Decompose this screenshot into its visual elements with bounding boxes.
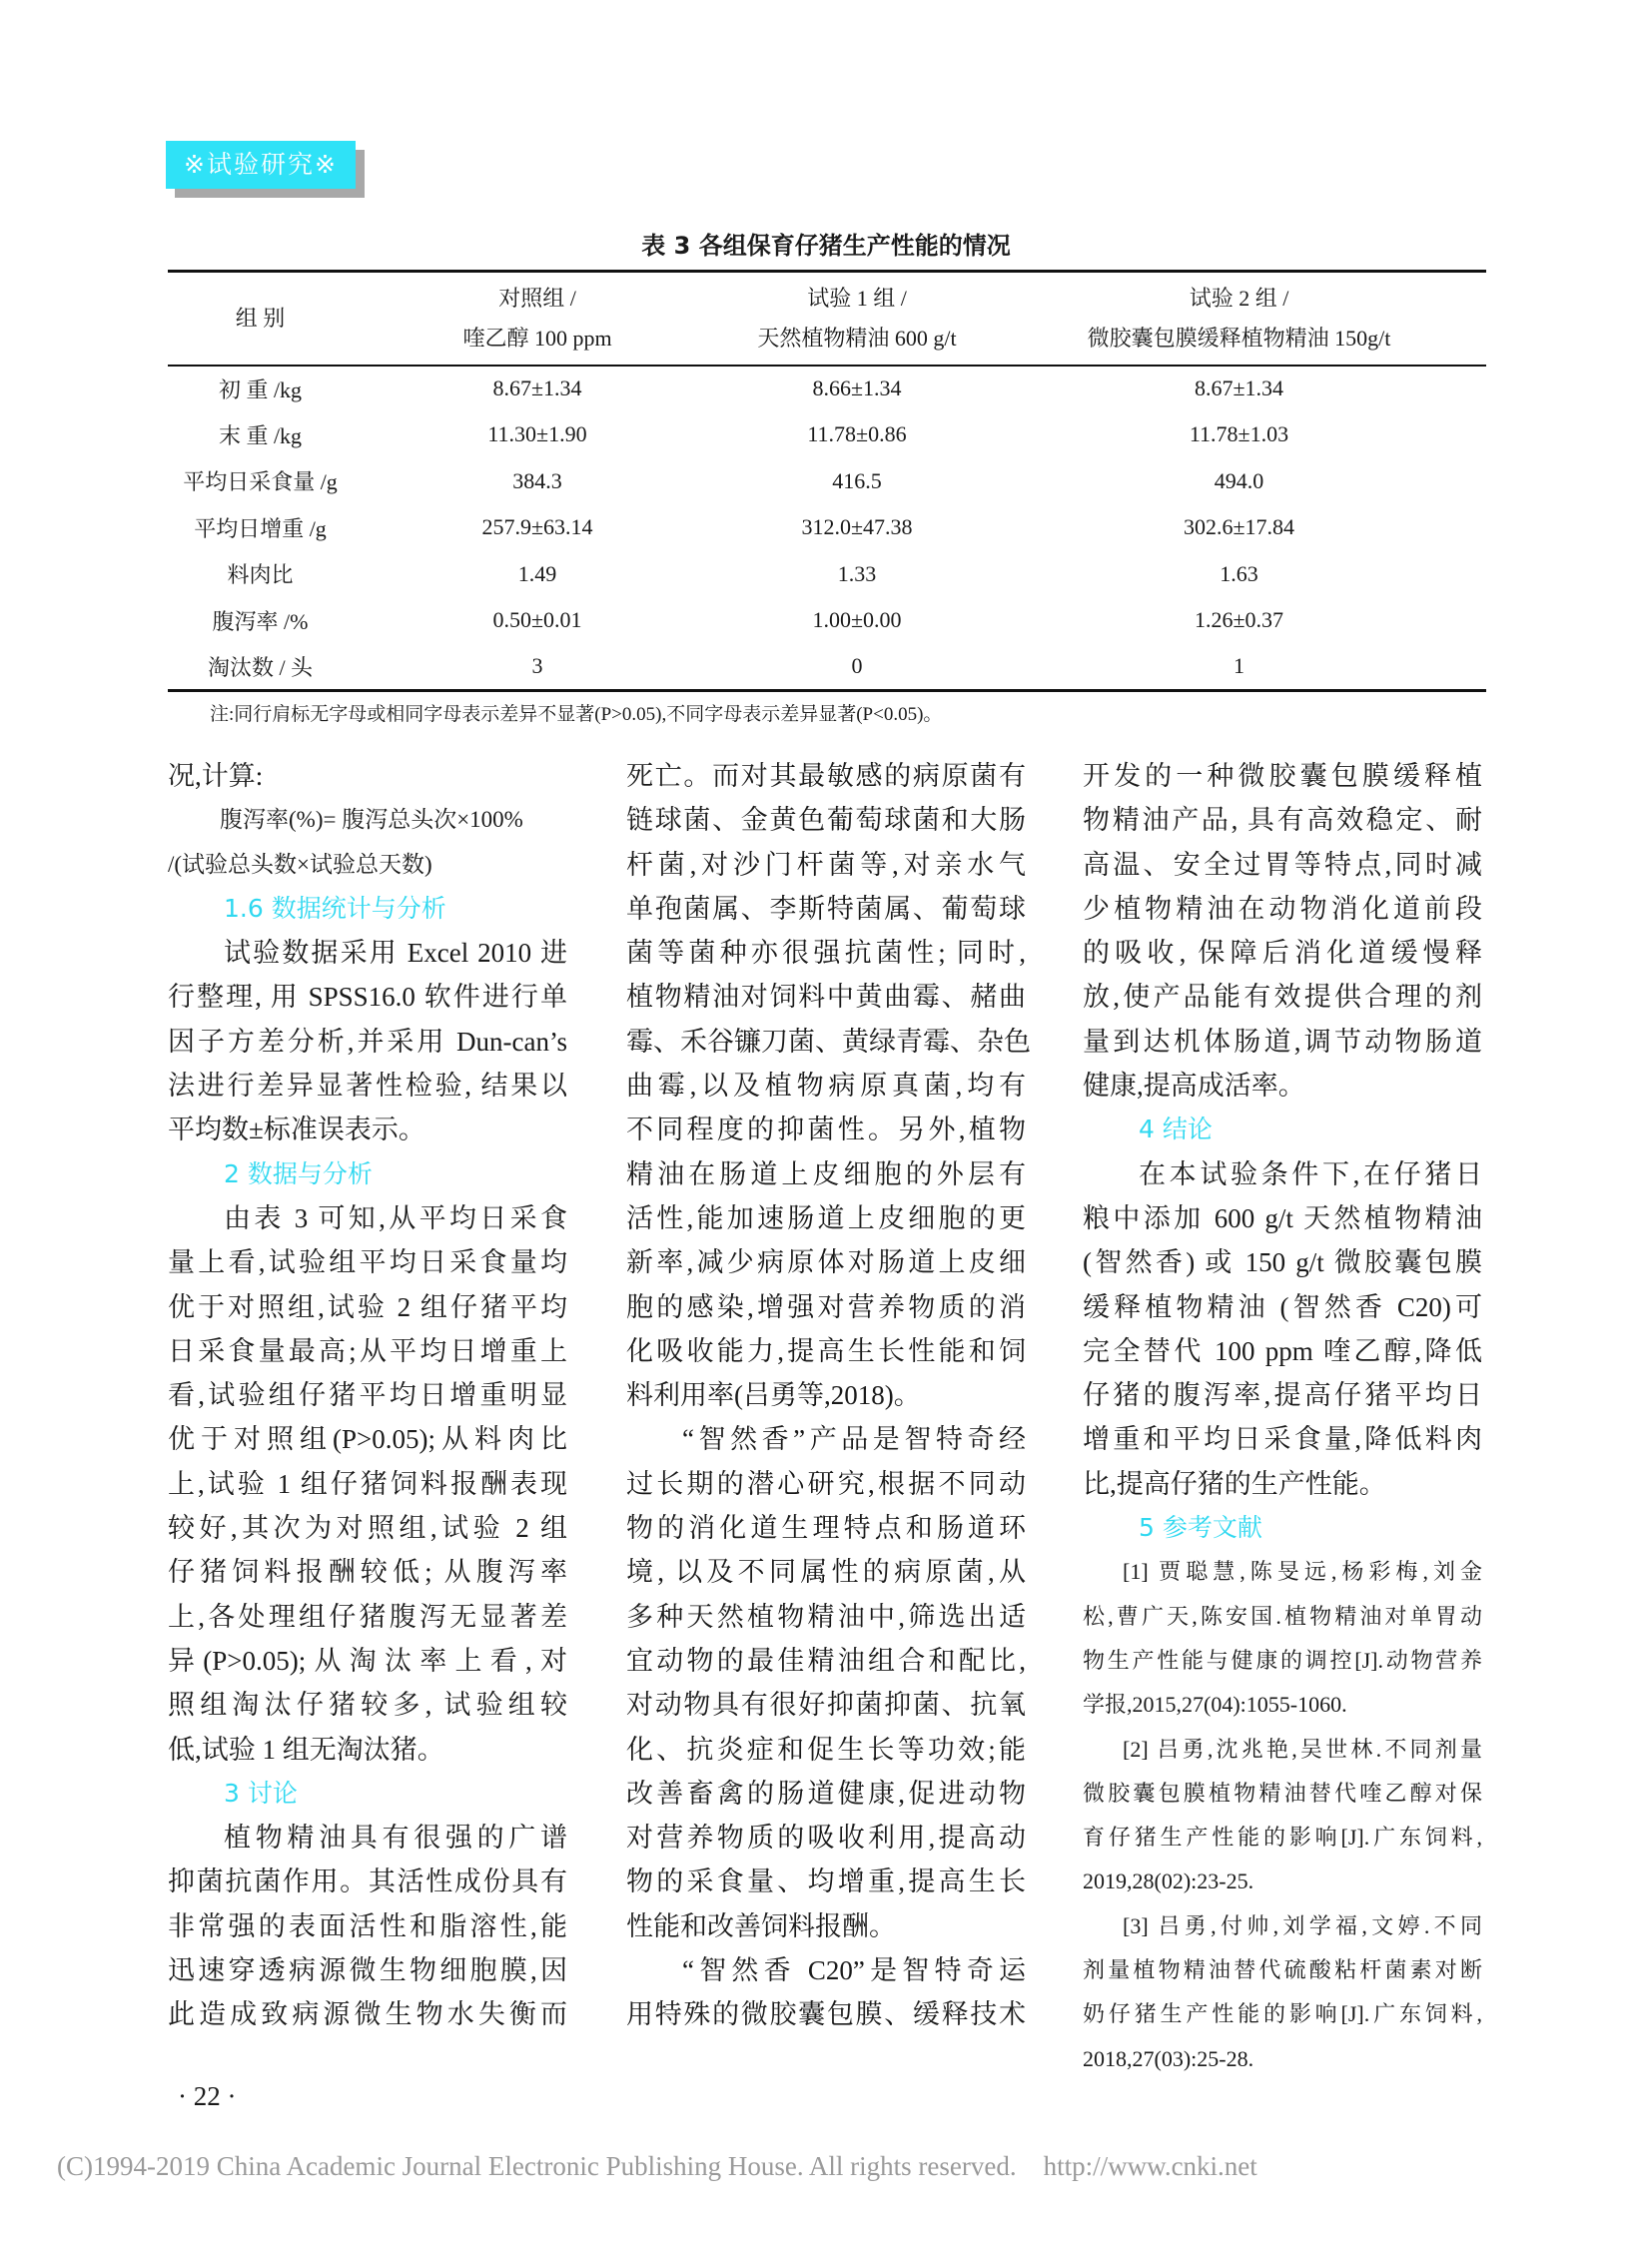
table-row [168, 551, 1486, 598]
heading-text: 3 讨论 [224, 1778, 298, 1808]
text-line: 高温、安全过胃等特点,同时减 [1083, 849, 1482, 880]
text-line: 微胶囊包膜植物精油替代喹乙醇对保 [1083, 1780, 1482, 1806]
text-line: 精油在肠道上皮细胞的外层有 [626, 1158, 1026, 1189]
text-line: 霉、禾谷镰刀菌、黄绿青霉、杂色 [626, 1026, 1031, 1057]
text-line: 上,试验 1 组仔猪饲料报酬表现 [168, 1468, 567, 1499]
table-cell: 1.49 [517, 560, 557, 586]
column-header-line1: 试验 2 组 / [1189, 285, 1289, 311]
body-column-right [1083, 754, 1482, 2081]
text-line: (智然香) 或 150 g/t 微胶囊包膜 [1083, 1247, 1482, 1278]
text-line: 链球菌、金黄色葡萄球菌和大肠 [626, 805, 1026, 836]
reference-item [1083, 1904, 1482, 2081]
text-line: 量上看,试验组平均日采食量均 [168, 1247, 567, 1278]
table-note: 注:同行肩标无字母或相同字母表示差异不显著(P>0.05),不同字母表示差异显著(P<0.05)。 [210, 704, 943, 725]
table-row [168, 458, 1486, 505]
paragraph [168, 931, 567, 1151]
table-cell: 312.0±47.38 [801, 514, 913, 540]
paragraph [626, 754, 1031, 1417]
text-line: [2] 吕勇,沈兆艳,吴世林.不同剂量 [1123, 1736, 1482, 1762]
text-line: 胞的感染,增强对营养物质的消 [626, 1291, 1026, 1322]
text-line: 少植物精油在动物消化道前段 [1083, 893, 1482, 924]
heading-text: 4 结论 [1139, 1115, 1213, 1144]
text-line: 此造成致病源微生物水失衡而 [168, 1999, 567, 2030]
section-heading [168, 1772, 567, 1816]
table-cell: 1.26±0.37 [1194, 607, 1284, 633]
text-line: 异(P>0.05);从淘汰率上看,对 [168, 1645, 567, 1676]
text-line: /(试验总头数×试验总天数) [168, 851, 432, 877]
text-line: 不同程度的抑菌性。另外,植物 [626, 1115, 1026, 1145]
row-label: 平均日增重 /g [194, 515, 327, 541]
column-header-line2: 微胶囊包膜缓释植物精油 150g/t [1087, 325, 1391, 351]
text-line: 腹泻率(%)= 腹泻总头次×100% [220, 807, 523, 833]
table-cell: 1 [1234, 653, 1244, 678]
table-cell: 1.33 [837, 560, 877, 586]
table-cell: 3 [531, 653, 543, 678]
table-cell: 8.66±1.34 [812, 375, 902, 401]
column-header-line1: 对照组 / [498, 285, 576, 311]
column-header [722, 272, 992, 366]
text-line: 缓释植物精油 (智然香 C20)可 [1083, 1291, 1482, 1322]
text-line: 况,计算: [168, 761, 264, 791]
text-line: 性能和改善饲料报酬。 [626, 1910, 896, 1941]
text-line: 对动物具有很好抑菌抑菌、抗氧 [626, 1690, 1026, 1721]
table-row [168, 597, 1486, 644]
column-header [168, 272, 353, 366]
section-badge: ※试验研究※ [166, 141, 356, 189]
text-line: 放,使产品能有效提供合理的剂 [1083, 982, 1482, 1013]
text-line: 由表 3 可知,从平均日采食 [224, 1202, 567, 1233]
text-line: 物的消化道生理特点和肠道环 [626, 1513, 1026, 1544]
text-line: 物精油产品, 具有高效稳定、耐 [1083, 805, 1482, 836]
table-row [168, 366, 1486, 412]
table-cell: 11.78±1.03 [1189, 421, 1289, 447]
reference-item [1083, 1550, 1482, 1727]
row-label: 末 重 /kg [218, 422, 303, 448]
text-line: 对营养物质的吸收利用,提高动 [626, 1823, 1026, 1854]
table-cell: 416.5 [832, 467, 882, 493]
text-line: 曲霉,以及植物病原真菌,均有 [626, 1071, 1026, 1102]
text-line: 松,曹广天,陈安国.植物精油对单胃动 [1083, 1603, 1482, 1629]
paragraph [168, 1816, 567, 2036]
text-line: 单孢菌属、李斯特菌属、葡萄球 [626, 893, 1026, 924]
text-line: 行整理, 用 SPSS16.0 软件进行单 [168, 982, 567, 1013]
text-line: [1] 贾聪慧,陈旻远,杨彩梅,刘金 [1123, 1559, 1482, 1585]
text-line: 非常强的表面活性和脂溶性,能 [168, 1910, 567, 1941]
body-column-left [168, 754, 567, 2037]
text-line: 比,提高仔猪的生产性能。 [1083, 1468, 1386, 1499]
row-label: 平均日采食量 /g [183, 469, 338, 495]
text-line: 完全替代 100 ppm 喹乙醇,降低 [1083, 1335, 1482, 1366]
text-line: 的吸收, 保障后消化道缓慢释 [1083, 938, 1482, 969]
heading-text: 5 参考文献 [1139, 1513, 1262, 1543]
text-line: “智然香”产品是智特奇经 [682, 1424, 1026, 1455]
text-line: 上,各处理组仔猪腹泻无显著差 [168, 1601, 567, 1632]
row-label: 料肉比 [227, 562, 294, 588]
text-line: 日采食量最高;从平均日增重上 [168, 1335, 567, 1366]
column-header-line2: 喹乙醇 100 ppm [462, 325, 612, 351]
column-header-label: 组 别 [235, 305, 286, 331]
paragraph [626, 1417, 1026, 1948]
paragraph [1083, 754, 1482, 1108]
text-line: 在本试验条件下,在仔猪日 [1139, 1158, 1482, 1189]
text-line: 植物精油对饲料中黄曲霉、赭曲 [626, 982, 1026, 1013]
text-line: 物的采食量、均增重,提高生长 [626, 1867, 1026, 1897]
text-line: 平均数±标准误表示。 [168, 1115, 425, 1145]
row-label: 初 重 /kg [218, 376, 303, 402]
table-cell: 11.30±1.90 [487, 421, 587, 447]
text-line: 优于对照组(P>0.05);从料肉比 [168, 1424, 567, 1455]
text-line: 因子方差分析,并采用 Dun-can’s [168, 1026, 567, 1057]
row-label: 腹泻率 /% [212, 608, 309, 634]
text-line: 死亡。而对其最敏感的病原菌有 [626, 761, 1026, 791]
table-row [168, 644, 1486, 691]
paragraph [168, 754, 567, 798]
text-line: 杆菌,对沙门杆菌等,对亲水气 [626, 849, 1026, 880]
text-line: 多种天然植物精油中,筛选出适 [626, 1601, 1026, 1632]
text-line: 化、抗炎症和促生长等功效;能 [626, 1734, 1026, 1765]
text-line: 优于对照组,试验 2 组仔猪平均 [168, 1291, 567, 1322]
table-title: 表 3 各组保育仔猪生产性能的情况 [641, 232, 1011, 260]
text-line: 看,试验组仔猪平均日增重明显 [168, 1380, 567, 1411]
paragraph [168, 798, 567, 887]
text-line: 活性,能加速肠道上皮细胞的更 [626, 1202, 1026, 1233]
reference-item [1083, 1728, 1482, 1904]
text-line: 开发的一种微胶囊包膜缓释植 [1083, 761, 1482, 791]
text-line: 增重和平均日采食量,降低料肉 [1083, 1424, 1482, 1455]
text-line: [3] 吕勇,付帅,刘学福,文婷.不同 [1123, 1912, 1482, 1938]
text-line: 新率,减少病原体对肠道上皮细 [626, 1247, 1026, 1278]
text-line: 法进行差异显著性检验, 结果以 [168, 1071, 567, 1102]
table-cell: 0 [851, 653, 863, 678]
text-line: 料利用率(吕勇等,2018)。 [626, 1380, 921, 1411]
text-line: 照组淘汰仔猪较多, 试验组较 [168, 1690, 567, 1721]
body-column-middle [626, 754, 1031, 2037]
paragraph [168, 1196, 567, 1772]
table-cell: 257.9±63.14 [481, 514, 593, 540]
text-line: “智然香 C20”是智特奇运 [682, 1955, 1026, 1986]
table-cell: 302.6±17.84 [1183, 514, 1295, 540]
paragraph [1083, 1152, 1482, 1506]
text-line: 化吸收能力,提高生长性能和饲 [626, 1335, 1026, 1366]
heading-text: 1.6 数据统计与分析 [224, 893, 446, 923]
text-line: 2019,28(02):23-25. [1083, 1868, 1254, 1894]
table-cell: 8.67±1.34 [492, 375, 582, 401]
text-line: 植物精油具有很强的广谱 [224, 1823, 567, 1854]
text-line: 抑菌抗菌作用。其活性成份具有 [168, 1867, 567, 1897]
column-header [992, 272, 1486, 366]
text-line: 剂量植物精油替代硫酸粘杆菌素对断 [1083, 1957, 1482, 1983]
text-line: 奶仔猪生产性能的影响[J].广东饲料, [1083, 2001, 1482, 2027]
text-line: 粮中添加 600 g/t 天然植物精油 [1083, 1202, 1482, 1233]
text-line: 宜动物的最佳精油组合和配比, [626, 1645, 1026, 1676]
text-line: 改善畜禽的肠道健康,促进动物 [626, 1778, 1026, 1809]
table-cell: 11.78±0.86 [807, 421, 907, 447]
page-number: · 22 · [178, 2081, 237, 2111]
text-line: 学报,2015,27(04):1055-1060. [1083, 1692, 1347, 1718]
results-table [168, 270, 1486, 692]
table-cell: 1.00±0.00 [812, 607, 902, 633]
text-line: 过长期的潜心研究,根据不同动 [626, 1468, 1026, 1499]
table-cell: 384.3 [512, 467, 562, 493]
text-line: 用特殊的微胶囊包膜、缓释技术 [626, 1999, 1026, 2030]
text-line: 菌等菌种亦很强抗菌性; 同时, [626, 938, 1026, 969]
table-header-row [168, 272, 1486, 366]
heading-text: 2 数据与分析 [224, 1158, 373, 1188]
text-line: 仔猪的腹泻率,提高仔猪平均日 [1083, 1380, 1482, 1411]
column-header-line1: 试验 1 组 / [807, 285, 907, 311]
text-line: 仔猪饲料报酬较低; 从腹泻率 [168, 1557, 567, 1588]
section-heading [1083, 1506, 1482, 1550]
section-heading [1083, 1108, 1482, 1151]
table-cell: 494.0 [1214, 467, 1264, 493]
section-heading [168, 1152, 567, 1196]
text-line: 迅速穿透病源微生物细胞膜,因 [168, 1955, 567, 1986]
paragraph [626, 1948, 1026, 2037]
text-line: 试验数据采用 Excel 2010 进 [224, 938, 567, 969]
text-line: 境, 以及不同属性的病原菌,从 [626, 1557, 1026, 1588]
text-line: 量到达机体肠道,调节动物肠道 [1083, 1026, 1482, 1057]
table-cell: 0.50±0.01 [492, 607, 582, 633]
text-line: 育仔猪生产性能的影响[J].广东饲料, [1083, 1825, 1482, 1851]
copyright-footer: (C)1994-2019 China Academic Journal Electronic Publishing House. All rights reserved. http://www.cnki.net [57, 2151, 1257, 2181]
table-row [168, 504, 1486, 551]
column-header-line2: 天然植物精油 600 g/t [757, 325, 957, 351]
table-cell: 1.63 [1220, 560, 1258, 586]
text-line: 低,试验 1 组无淘汰猪。 [168, 1734, 444, 1765]
text-line: 2018,27(03):25-28. [1083, 2045, 1254, 2071]
text-line: 物生产性能与健康的调控[J].动物营养 [1083, 1647, 1482, 1673]
section-heading [168, 887, 567, 931]
text-line: 健康,提高成活率。 [1083, 1071, 1305, 1102]
row-label: 淘汰数 / 头 [207, 654, 314, 680]
column-header [353, 272, 722, 366]
table-cell: 8.67±1.34 [1194, 375, 1284, 401]
text-line: 较好,其次为对照组,试验 2 组 [168, 1513, 567, 1544]
table-row [168, 411, 1486, 458]
